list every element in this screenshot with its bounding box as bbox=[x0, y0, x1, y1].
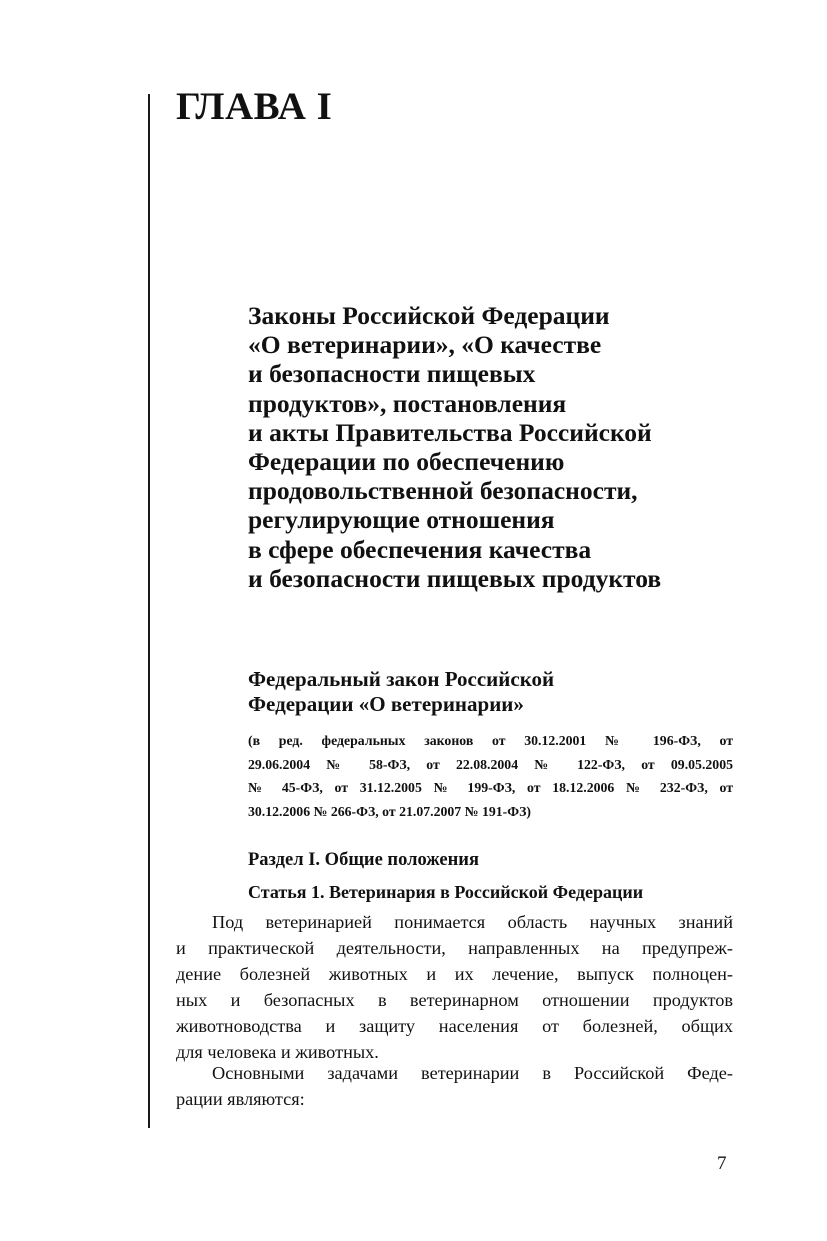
paragraph-line: и практической деятельности, направленных на предупреж- bbox=[176, 937, 733, 958]
margin-rule bbox=[148, 94, 150, 1128]
chapter-title-line: и безопасности пищевых продуктов bbox=[248, 563, 662, 593]
chapter-title-line: «О ветеринарии», «О качестве bbox=[248, 330, 602, 360]
law-title-line: Федеральный закон Российской bbox=[248, 667, 555, 691]
body-paragraph bbox=[176, 910, 733, 1065]
paragraph-line: Основными задачами ветеринарии в Российской Феде- bbox=[212, 1063, 733, 1083]
edition-note-line: 29.06.2004 № 58-ФЗ, от 22.08.2004 № 122-ФЗ, от 09.05.2005 bbox=[248, 756, 733, 772]
paragraph-line: ных и безопасных в ветеринарном отношении продуктов bbox=[176, 989, 733, 1010]
chapter-title-line: продуктов», постановления bbox=[248, 388, 567, 418]
paragraph-line: рации являются: bbox=[176, 1088, 305, 1109]
body-paragraph bbox=[176, 1061, 733, 1113]
section-heading: Раздел I. Общие положения bbox=[248, 850, 479, 870]
chapter-heading: ГЛАВА I bbox=[176, 85, 333, 128]
edition-note-line: 30.12.2006 № 266-ФЗ, от 21.07.2007 № 191-ФЗ) bbox=[248, 803, 531, 819]
law-title-line: Федерации «О ветеринарии» bbox=[248, 692, 524, 716]
edition-note-line: (в ред. федеральных законов от 30.12.2001 № 196-ФЗ, от bbox=[248, 733, 733, 748]
chapter-title-line: и акты Правительства Российской bbox=[248, 417, 652, 447]
paragraph-line: животноводства и защиту населения от болезней, общих bbox=[176, 1015, 733, 1036]
article-heading: Статья 1. Ветеринария в Российской Федерации bbox=[248, 882, 644, 902]
paragraph-line: дение болезней животных и их лечение, выпуск полноцен- bbox=[176, 963, 733, 984]
chapter-title-line: и безопасности пищевых bbox=[248, 359, 536, 389]
chapter-title-line: продовольственной безопасности, bbox=[248, 476, 638, 506]
paragraph-line: для человека и животных. bbox=[176, 1041, 379, 1062]
law-title bbox=[248, 667, 748, 717]
chapter-title-line: Федерации по обеспечению bbox=[248, 447, 565, 477]
edition-note bbox=[248, 729, 733, 823]
paragraph-line: Под ветеринарией понимается область научных знаний bbox=[212, 912, 733, 932]
chapter-title-line: Законы Российской Федерации bbox=[248, 301, 610, 330]
chapter-title-line: регулирующие отношения bbox=[248, 505, 555, 535]
page-number: 7 bbox=[717, 1153, 727, 1174]
chapter-title-line: в сфере обеспечения качества bbox=[248, 534, 592, 564]
edition-note-line: № 45-ФЗ, от 31.12.2005 № 199-ФЗ, от 18.12.2006 № 232-ФЗ, от bbox=[248, 780, 733, 795]
chapter-title bbox=[248, 301, 788, 593]
